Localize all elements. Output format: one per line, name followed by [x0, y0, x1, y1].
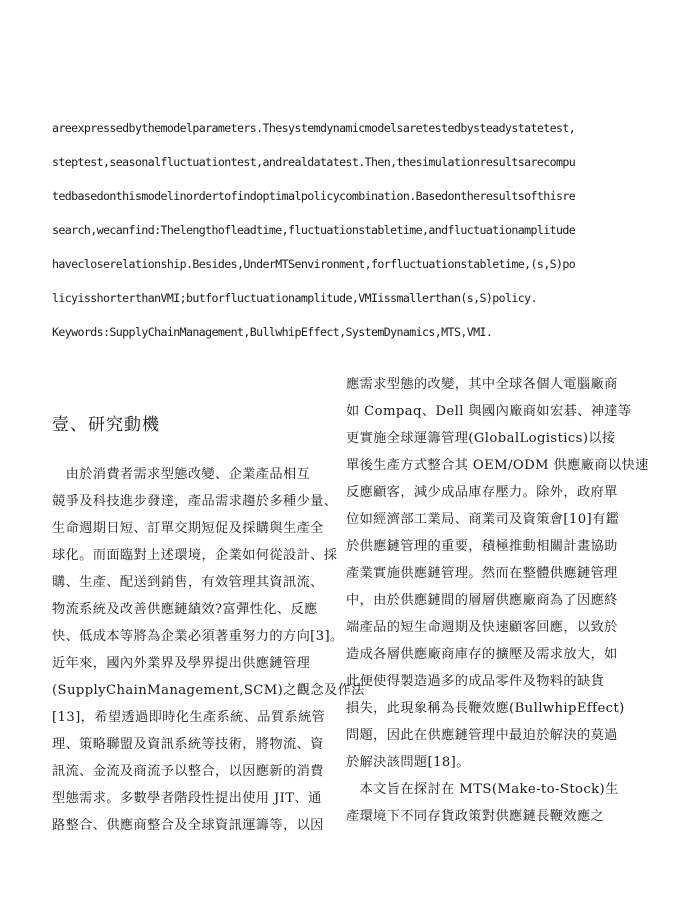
section-heading: 壹、研究動機 [52, 415, 160, 435]
body-line: 中，由於供應鏈間的層層供應廠商為了因應終 [346, 593, 618, 608]
body-line: [13]，希望透過即時化生產系統、品質系統管 [52, 710, 326, 725]
body-line: 於供應鏈管理的重要，積極推動相關計畫協助 [346, 539, 618, 554]
body-line: 產環境下不同存貨政策對供應鏈長鞭效應之 [346, 809, 605, 824]
keywords-line: Keywords:SupplyChainManagement,BullwhipEffect,SystemDynamics,MTS,VMI. [52, 325, 493, 339]
abstract-line: search,wecanfind:Thelengthofleadtime,fluctuationstabletime,andfluctuationamplitude [52, 223, 576, 237]
body-line: 造成各層供應廠商庫存的擴壓及需求放大，如 [346, 647, 618, 662]
abstract-line: tedbasedonthismodelinordertofindoptimalpolicycombination.Basedontheresultsofthisre [52, 189, 576, 203]
body-line: 此便使得製造過多的成品零件及物料的缺貨 [346, 674, 605, 689]
body-line: 近年來，國內外業界及學界提出供應鏈管理 [52, 656, 311, 671]
body-line: 應需求型態的改變，其中全球各個人電腦廠商 [346, 377, 618, 392]
body-line: 生命週期日短、訂單交期短促及採購與生產全 [52, 521, 324, 536]
body-line: 快、低成本等將為企業必須著重努力的方向[3]。 [52, 629, 344, 644]
body-line: 型態需求。多數學者階段性提出使用 JIT、通 [52, 791, 322, 806]
body-line: 端產品的短生命週期及快速顧客回應，以致於 [346, 620, 618, 635]
body-line: 理、策略聯盟及資訊系統等技術，將物流、資 [52, 737, 324, 752]
abstract-line: havecloserelationship.Besides,UnderMTSenvironment,forfluctuationstabletime,(s,S)po [52, 257, 576, 271]
body-line: 物流系統及改善供應鏈績效?富彈性化、反應 [52, 602, 318, 617]
body-line: 球化。而面臨對上述環境，企業如何從設計、採 [52, 548, 338, 563]
body-line: 損失，此現象稱為長鞭效應(BullwhipEffect) [346, 701, 625, 716]
body-line: 路整合、供應商整合及全球資訊運籌等，以因 [52, 818, 324, 833]
body-line: 購、生產、配送到銷售，有效管理其資訊流、 [52, 575, 324, 590]
body-line: 如 Compaq、Dell 與國內廠商如宏碁、神達等 [346, 404, 632, 419]
body-line: 訊流、金流及商流予以整合，以因應新的消費 [52, 764, 324, 779]
body-line: 問題，因此在供應鏈管理中最迫於解決的莫過 [346, 728, 618, 743]
body-line: 產業實施供應鏈管理。然而在整體供應鏈管理 [346, 566, 618, 581]
body-line: 競爭及科技進步發達，產品需求趨於多種少量、 [52, 494, 338, 509]
body-line: 單後生產方式整合其 OEM/ODM 供應廠商以快速 [346, 458, 649, 473]
body-line: 於解決該問題[18]。 [346, 755, 470, 770]
body-line: 反應顧客，減少成品庫存壓力。除外，政府單 [346, 485, 618, 500]
abstract-line: steptest,seasonalfluctuationtest,andrealdatatest.Then,thesimulationresultsarecompu [52, 155, 576, 169]
body-line: 更實施全球運籌管理(GlobalLogistics)以接 [346, 431, 616, 446]
abstract-line: licyisshorterthanVMI;butforfluctuationamplitude,VMIissmallerthan(s,S)policy. [52, 291, 537, 305]
body-line: (SupplyChainManagement,SCM)之觀念及作法 [52, 683, 365, 698]
body-line: 由於消費者需求型態改變、企業產品相互 [52, 467, 311, 482]
abstract-line: areexpressedbythemodelparameters.Thesystemdynamicmodelsaretestedbysteadystatetest, [52, 121, 576, 135]
body-line: 位如經濟部工業局、商業司及資策會[10]有鑑 [346, 512, 620, 527]
body-line: 本文旨在探討在 MTS(Make-to-Stock)生 [346, 782, 619, 797]
